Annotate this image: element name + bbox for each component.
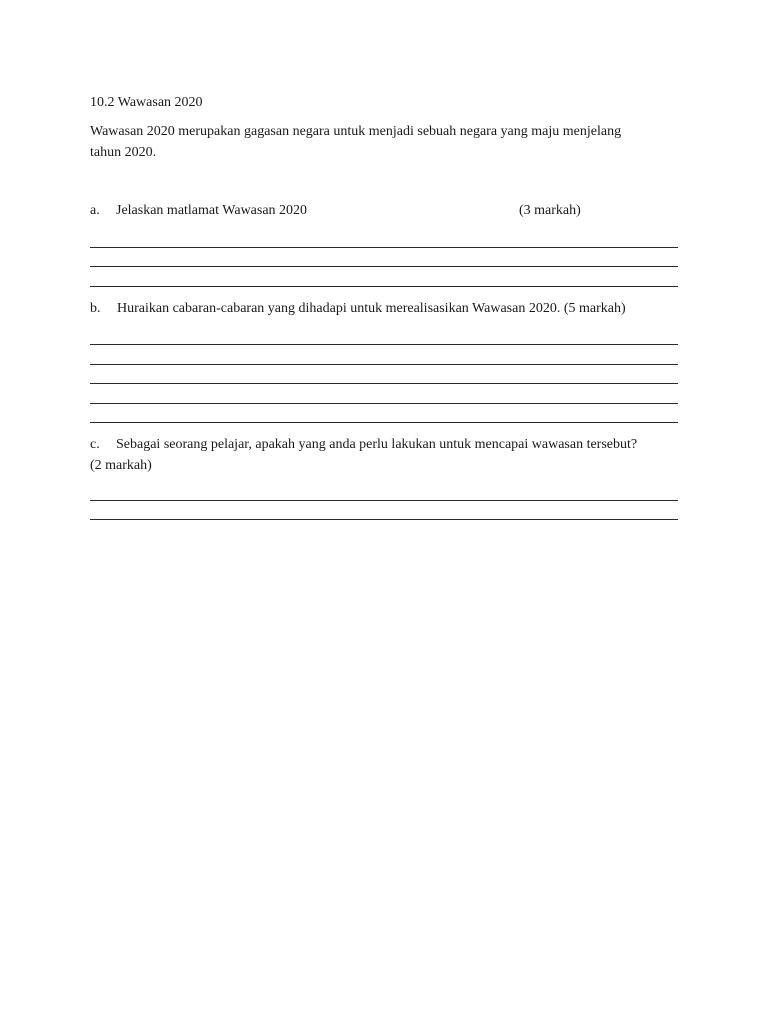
section-heading: 10.2 Wawasan 2020: [90, 95, 203, 110]
question-a-letter: a.: [90, 203, 100, 218]
answer-line-a-3[interactable]: [90, 286, 678, 287]
question-c-text: Sebagai seorang pelajar, apakah yang anda perlu lakukan untuk mencapai wawasan tersebut?: [116, 437, 638, 452]
answer-line-a-1[interactable]: [90, 247, 678, 248]
answer-line-b-2[interactable]: [90, 364, 678, 365]
answer-line-b-1[interactable]: [90, 344, 678, 345]
answer-line-b-5[interactable]: [90, 422, 678, 423]
question-b-text: Huraikan cabaran-cabaran yang dihadapi untuk merealisasikan Wawasan 2020. (5 markah): [117, 301, 626, 316]
question-c-letter: c.: [90, 437, 100, 452]
answer-line-b-4[interactable]: [90, 403, 678, 404]
question-c-marks: (2 markah): [90, 458, 152, 473]
intro-paragraph-line-1: Wawasan 2020 merupakan gagasan negara untuk menjadi sebuah negara yang maju menjelang: [90, 124, 622, 139]
answer-line-b-3[interactable]: [90, 383, 678, 384]
intro-paragraph-line-2: tahun 2020.: [90, 145, 157, 160]
question-b-letter: b.: [90, 301, 101, 316]
answer-line-a-2[interactable]: [90, 266, 678, 267]
answer-line-c-1[interactable]: [90, 500, 678, 501]
question-a-text: Jelaskan matlamat Wawasan 2020: [116, 203, 308, 218]
answer-line-c-2[interactable]: [90, 519, 678, 520]
question-a-marks: (3 markah): [519, 203, 581, 218]
